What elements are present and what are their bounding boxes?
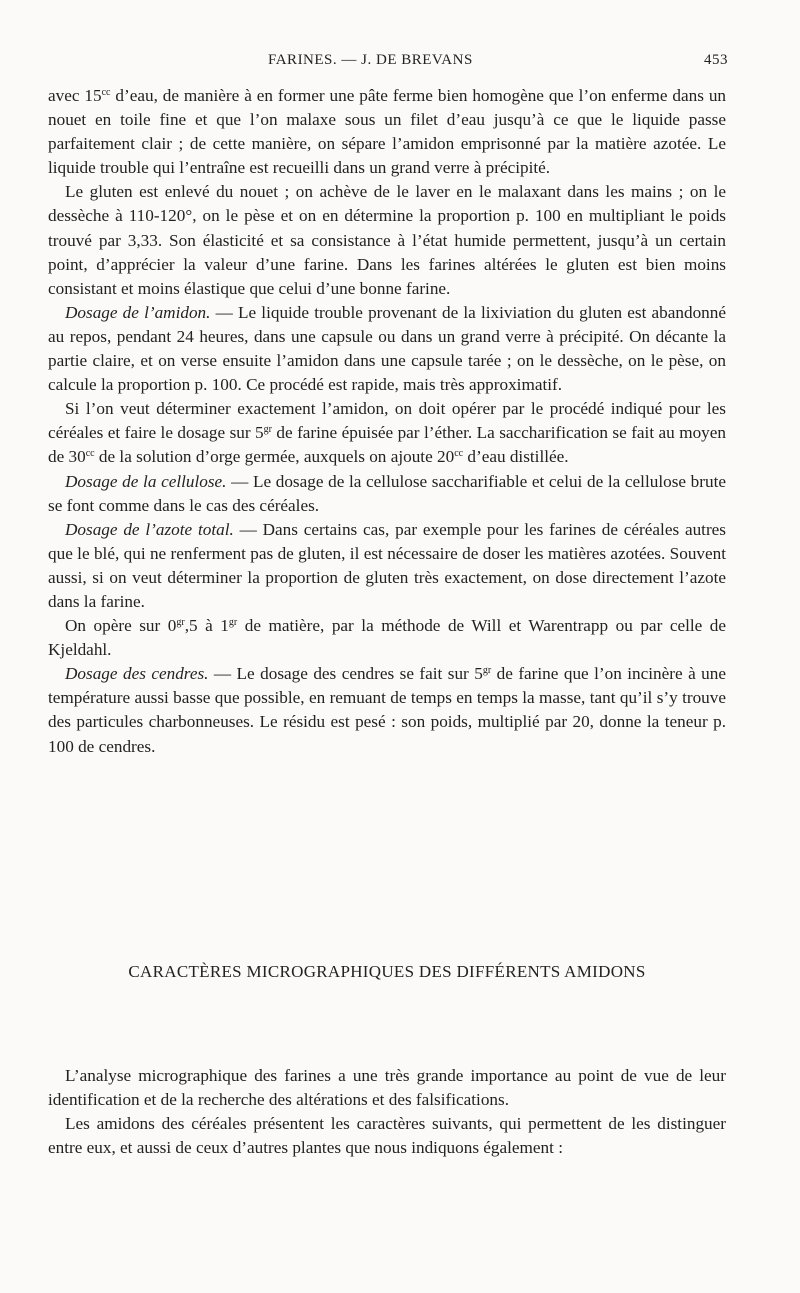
page-number: 453: [704, 52, 728, 68]
body-text: [48, 84, 726, 759]
paragraph-cereales: Les amidons des céréales présentent les caractères suivants, qui permettent de les distinguer entre eux, et aussi de ceux d’autres plantes que nous indiquons également :: [48, 1114, 726, 1158]
paragraph-lead: Dosage des cendres.: [65, 664, 209, 684]
paragraph-lead: Dosage de l’amidon.: [65, 302, 211, 322]
paragraph-dosage-amidon: Dosage de l’amidon. — Le liquide trouble provenant de la lixiviation du gluten est abandonné au repos, pendant 24 heures, dans une capsule ou dans un grand verre à précipité. On décante la partie claire, et on verse ensuite l’amidon dans une capsule tarée ; on le dessèche, on le pèse, on calcule la proportion p. 100. Ce procédé est rapide, mais très approximatif.: [48, 302, 726, 395]
paragraph-continuation: avec $15^{cc}$ d’eau, de manière à en former une pâte ferme bien homogène que l’on enferme dans un nouet en toile fine et que l’on malaxe sous un filet d’eau jusqu’à ce que le liquide passe parfaitement clair ; de cette manière, on sépare l’amidon emprisonné par la matière azotée. Le liquide trouble qui l’entraîne est recueilli dans un grand verre à précipité.: [48, 86, 727, 178]
paragraph-amidon-exact: Si l’on veut déterminer exactement l’amidon, on doit opérer par le procédé indiqué pour les céréales et faire le dosage sur $5^{gr}$ de farine épuisée par l’éther. La saccharification se fait au moyen de $30^{cc}$ de la solution d’orge germée, auxquels on ajoute $20^{cc}$ d’eau distillée.: [48, 399, 726, 467]
running-title: FARINES. — J. DE BREVANS: [268, 52, 473, 68]
section-body: [48, 1064, 726, 1160]
paragraph-dosage-cellulose: Dosage de la cellulose. — Le dosage de la cellulose saccharifiable et celui de la cellulose brute se font comme dans le cas des céréales.: [48, 471, 726, 515]
section-title: CARACTÈRES MICROGRAPHIQUES DES DIFFÉRENTS AMIDONS: [128, 962, 646, 981]
paragraph-dosage-azote: Dosage de l’azote total. — Dans certains cas, par exemple pour les farines de céréales autres que le blé, qui ne renferment pas de gluten, il est nécessaire de doser les matières azotées. Souvent aussi, si on veut déterminer la proportion de gluten très exactement, on dose directement l’azote dans la farine.: [48, 519, 726, 611]
paragraph-lead: Dosage de l’azote total.: [65, 519, 234, 539]
paragraph-methode: On opère sur $0^{gr},5$ à $1^{gr}$ de matière, par la méthode de Will et Warentrapp ou par celle de Kjeldahl.: [48, 616, 726, 660]
running-header: [48, 52, 728, 74]
paragraph-lead: Dosage de la cellulose.: [65, 471, 227, 491]
paragraph-dosage-cendres: Dosage des cendres. — Le dosage des cendres se fait sur $5^{gr}$ de farine que l’on incinère à une température aussi basse que possible, en remuant de temps en temps la masse, tant qu’il s’y trouve des particules charbonneuses. Le résidu est pesé : son poids, multiplié par 20, donne la teneur p. 100 de cendres.: [48, 664, 726, 756]
paragraph-gluten: Le gluten est enlevé du nouet ; on achève de le laver en le malaxant dans les mains ; on le dessèche à 110-120°, on le pèse et on en détermine la proportion p. 100 en multipliant le poids trouvé par 3,33. Son élasticité et sa consistance à l’état humide permettent, jusqu’à un certain point, d’apprécier la valeur d’une farine. Dans les farines altérées le gluten est bien moins consistant et moins élastique que celui d’une bonne farine.: [48, 182, 726, 298]
paragraph-analyse: L’analyse micrographique des farines a une très grande importance au point de vue de leur identification et de la recherche des altérations et des falsifications.: [48, 1066, 726, 1110]
